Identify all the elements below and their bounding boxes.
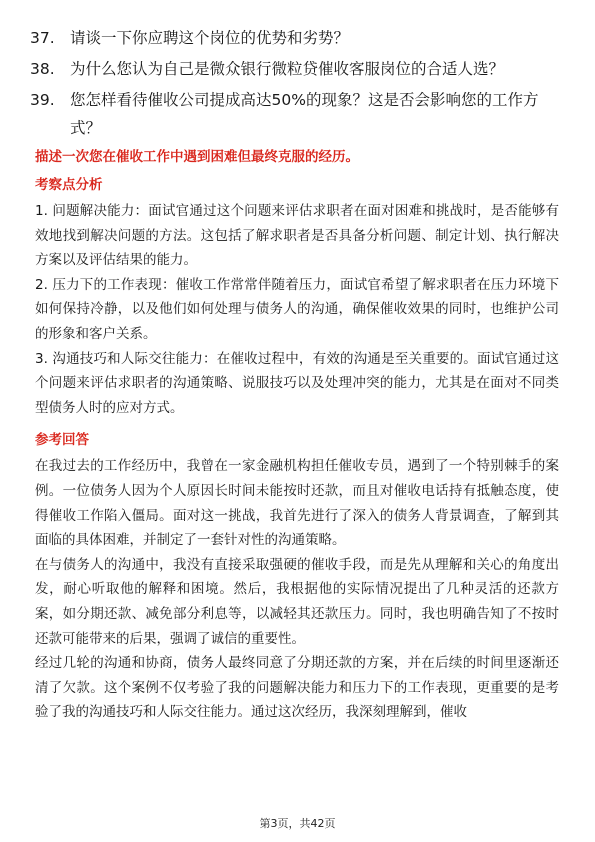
question-text: 为什么您认为自己是微众银行微粒贷催收客服岗位的合适人选？ [70, 60, 505, 78]
list-item [30, 24, 560, 52]
question-number: 39. [30, 91, 55, 109]
answer-paragraph: 在我过去的工作经历中，我曾在一家金融机构担任催收专员，遇到了一个特别棘手的案例。一位债务人因为个人原因长时间未能按时还款，而且对催收电话持有抵触态度，使得催收工作陷入僵局。面对这一挑战，我首先进行了深入的债务人背景调查，了解到其面临的具体困难，并制定了一套针对性的沟通策略。 [35, 458, 559, 549]
question-list [30, 24, 560, 145]
analysis-section [35, 199, 559, 420]
question-number: 37. [30, 29, 55, 47]
answer-paragraph: 经过几轮的沟通和协商，债务人最终同意了分期还款的方案，并在后续的时间里逐渐还清了欠款。这个案例不仅考验了我的问题解决能力和压力下的工作表现，更重要的是考验了我的沟通技巧和人际交往能力。通过这次经历，我深刻理解到，催收 [35, 655, 559, 721]
answer-heading: 参考回答 [35, 432, 89, 449]
list-item [30, 86, 560, 142]
question-text: 请谈一下你应聘这个岗位的优势和劣势？ [70, 29, 350, 47]
analysis-point: 2. 压力下的工作表现：催收工作常常伴随着压力，面试官希望了解求职者在压力环境下如何保持冷静，以及他们如何处理与债务人的沟通，确保催收效果的同时，也维护公司的形象和客户关系。 [35, 276, 559, 342]
list-item [30, 55, 560, 83]
content-body [35, 147, 559, 725]
analysis-point: 3. 沟通技巧和人际交往能力：在催收过程中，有效的沟通是至关重要的。面试官通过这个问题来评估求职者的沟通策略、说服技巧以及处理冲突的能力，尤其是在面对不同类型债务人时的应对方式。 [35, 350, 559, 416]
question-number: 38. [30, 60, 55, 78]
answer-section [35, 454, 559, 725]
analysis-point: 1. 问题解决能力：面试官通过这个问题来评估求职者在面对困难和挑战时，是否能够有效地找到解决问题的方法。这包括了解求职者是否具备分析问题、制定计划、执行解决方案以及评估结果的能力。 [35, 203, 559, 269]
page-footer: 第3页，共42页 [259, 817, 336, 830]
question-text: 您怎样看待催收公司提成高达50%的现象？这是否会影响您的工作方式？ [70, 91, 539, 137]
main-question-heading: 描述一次您在催收工作中遇到困难但最终克服的经历。 [35, 149, 359, 165]
analysis-heading: 考察点分析 [35, 177, 103, 193]
answer-paragraph: 在与债务人的沟通中，我没有直接采取强硬的催收手段，而是先从理解和关心的角度出发，耐心听取他的解释和困境。然后，我根据他的实际情况提出了几种灵活的还款方案，如分期还款、减免部分利息等，以减轻其还款压力。同时，我也明确告知了不按时还款可能带来的后果，强调了诚信的重要性。 [35, 556, 559, 647]
